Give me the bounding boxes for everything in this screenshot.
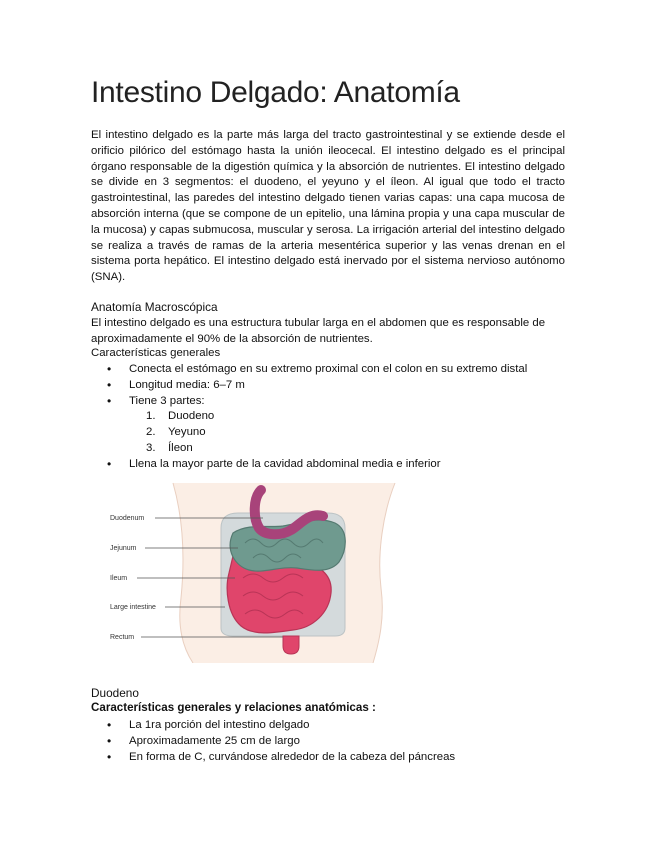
label-large-intestine: Large intestine — [110, 604, 156, 611]
list-item: 1. Duodeno — [146, 410, 215, 423]
small-intestine-figure — [103, 478, 413, 663]
rectum-shape — [283, 636, 299, 654]
list-item: • La 1ra porción del intestino delgado — [107, 717, 455, 733]
parts-list — [129, 409, 527, 456]
list-item: • Tiene 3 partes: 1. Duodeno 2. Yeyuno 3. Íleon — [107, 394, 527, 457]
list-item: • Aproximadamente 25 cm de largo — [107, 733, 455, 749]
label-jejunum: Jejunum — [110, 545, 137, 552]
label-duodenum: Duodenum — [110, 515, 145, 522]
macroscopic-paragraph: El intestino delgado es una estructura tubular larga en el abdomen que es responsable de aproximadamente el 90% de la absorción de nutrientes. — [91, 317, 546, 345]
list-item: • Conecta el estómago en su extremo proximal con el colon en su extremo distal — [107, 362, 527, 378]
list-item: 2. Yeyuno — [146, 426, 206, 439]
list-item: • Longitud media: 6–7 m — [107, 378, 527, 394]
page-title: Intestino Delgado: Anatomía — [91, 76, 460, 109]
general-features-heading: Características generales — [91, 347, 221, 359]
list-item: • Llena la mayor parte de la cavidad abdominal media e inferior — [107, 457, 527, 473]
list-item: 3. Íleon — [146, 441, 193, 454]
duodeno-subheading: Características generales y relaciones anatómicas : — [91, 701, 376, 714]
label-ileum: Ileum — [110, 575, 128, 582]
list-item: • En forma de C, curvándose alrededor de la cabeza del páncreas — [107, 749, 455, 765]
intro-paragraph: El intestino delgado es la parte más larga del tracto gastrointestinal y se extiende desde el orificio pilórico del estómago hasta la unión ileocecal. El intestino delgado es el principal órgano responsable de la digestión química y la absorción de nutrientes. El intestino delgado se divide en 3 segmentos: el duodeno, el yeyuno y el íleon. Al igual que todo el tracto gastrointestinal, las paredes del intestino delgado tienen varias capas: una capa mucosa de absorción interna (que se compone de un epitelio, una lámina propia y una capa muscular de la mucosa) y capas submucosa, muscular y serosa. La irrigación arterial del intestino delgado se realiza a través de ramas de la arteria mesentérica superior y las venas drenan en el sistema porta hepático. El intestino delgado está inervado por el sistema nervioso autónomo (SNA). — [91, 129, 565, 284]
section-heading-duodeno: Duodeno — [91, 686, 139, 700]
label-rectum: Rectum — [110, 634, 135, 641]
anatomy-illustration — [103, 478, 413, 663]
section-heading-macroscopic: Anatomía Macroscópica — [91, 300, 218, 314]
general-features-list — [107, 362, 527, 473]
duodeno-list — [107, 717, 455, 765]
